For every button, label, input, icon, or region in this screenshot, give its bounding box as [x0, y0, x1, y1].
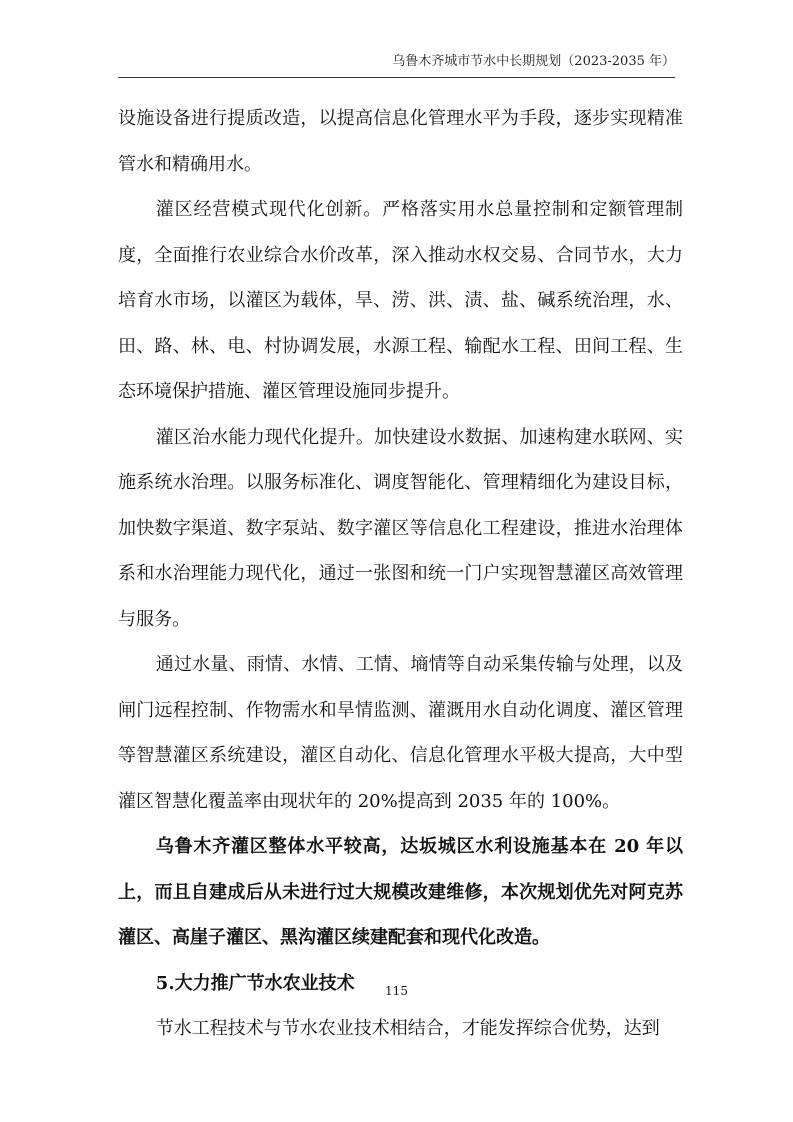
- paragraph-water-governance-capacity: 灌区治水能力现代化提升。加快建设水数据、加速构建水联网、实施系统水治理。以服务标准化、调度智能化、管理精细化为建设目标，加快数字渠道、数字泵站、数字灌区等信息化工程建设，推进水治理体系和水治理能力现代化，通过一张图和统一门户实现智慧灌区高效管理与服务。: [118, 426, 683, 630]
- document-body: [118, 96, 683, 1052]
- paragraph-urumqi-irrigation-priority: 乌鲁木齐灌区整体水平较高，达坂城区水利设施基本在 20 年以上，而且自建成后从未进行过大规模改建维修，本次规划优先对阿克苏灌区、高崖子灌区、黑沟灌区续建配套和现代化改造。: [118, 836, 683, 948]
- section-heading: 5.大力推广节水农业技术: [155, 972, 355, 994]
- page-number: 115: [385, 984, 408, 998]
- paragraph-smart-irrigation: 通过水量、雨情、水情、工情、墒情等自动采集传输与处理，以及闸门远程控制、作物需水和旱情监测、灌溉用水自动化调度、灌区管理等智慧灌区系统建设，灌区自动化、信息化管理水平极大提高，大中型灌区智慧化覆盖率由现状年的 20%提高到 2035 年的 100%。: [118, 654, 683, 812]
- paragraph-continuation: 设施设备进行提质改造，以提高信息化管理水平为手段，逐步实现精准管水和精确用水。: [118, 108, 683, 175]
- page-header: 乌鲁木齐城市节水中长期规划（2023-2035 年）: [392, 54, 675, 69]
- paragraph-water-saving-technology: 节水工程技术与节水农业技术相结合，才能发挥综合优势，达到: [155, 1018, 660, 1039]
- header-divider: [118, 77, 675, 78]
- paragraph-irrigation-management-innovation: 灌区经营模式现代化创新。严格落实用水总量控制和定额管理制度，全面推行农业综合水价改革，深入推动水权交易、合同节水，大力培育水市场，以灌区为载体，旱、涝、洪、渍、盐、碱系统治理，水、田、路、林、电、村协调发展，水源工程、输配水工程、田间工程、生态环境保护措施、灌区管理设施同步提升。: [118, 199, 683, 402]
